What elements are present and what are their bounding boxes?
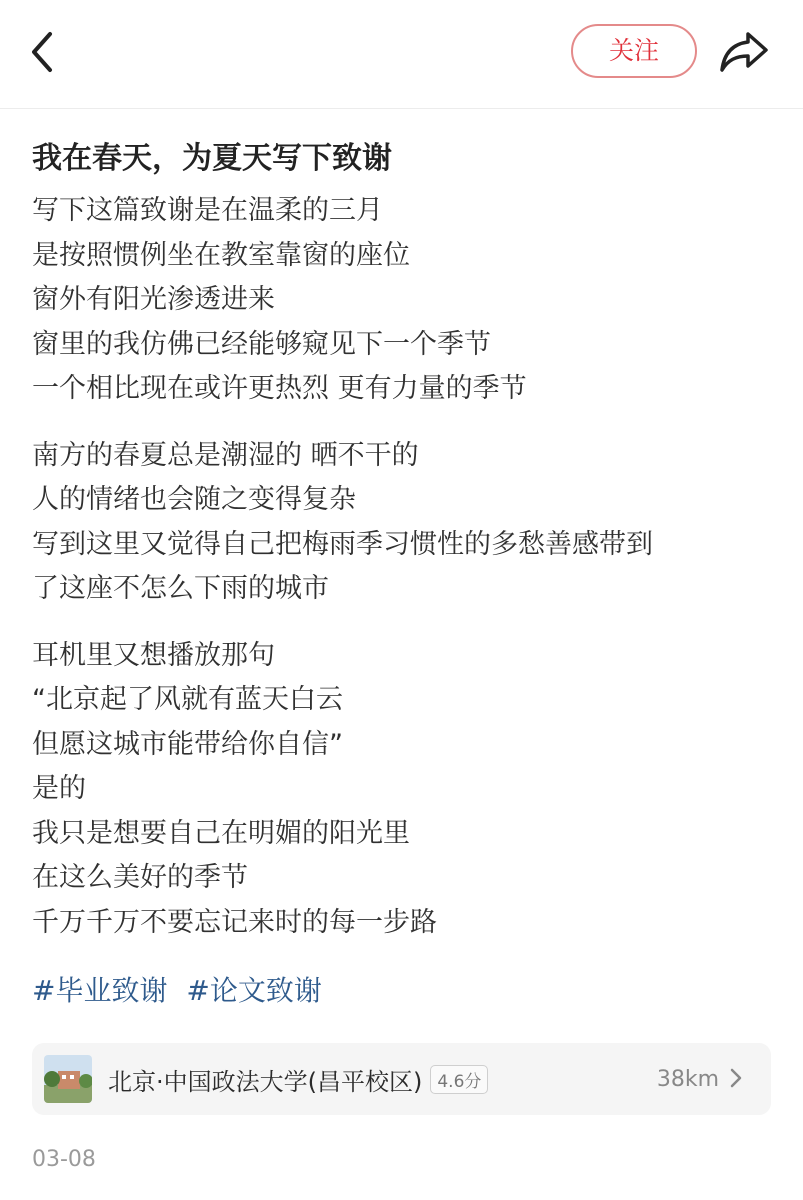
share-icon (716, 26, 772, 76)
location-rating-badge: 4.6分 (430, 1065, 488, 1094)
back-arrow-icon (22, 28, 66, 76)
location-photo-icon (44, 1055, 92, 1103)
text-line: 写到这里又觉得自己把梅雨季习惯性的多愁善感带到 (32, 528, 653, 560)
text-line: 人的情绪也会随之变得复杂 (32, 484, 356, 515)
post-paragraph-3 (32, 634, 771, 946)
tag-list (32, 971, 771, 1011)
post-paragraph-2 (32, 434, 771, 612)
location-distance: 38km (656, 1066, 719, 1092)
top-bar (0, 0, 803, 109)
text-line: 耳机里又想播放那句 (32, 639, 275, 671)
text-line: 了这座不怎么下雨的城市 (32, 573, 329, 604)
text-line: 是按照惯例坐在教室靠窗的座位 (32, 239, 410, 271)
text-line: 窗里的我仿佛已经能够窥见下一个季节 (32, 328, 491, 360)
text-line: 我只是想要自己在明媚的阳光里 (32, 817, 410, 849)
location-card[interactable] (32, 1043, 771, 1115)
text-line: 但愿这城市能带给你自信” (32, 728, 343, 760)
text-line: 千万千万不要忘记来时的每一步路 (32, 906, 437, 938)
text-line: 一个相比现在或许更热烈 更有力量的季节 (32, 373, 527, 404)
text-line: 写下这篇致谢是在温柔的三月 (32, 195, 383, 226)
tag-thesis-thanks[interactable]: #论文致谢 (186, 974, 322, 1007)
text-line: “北京起了风就有蓝天白云 (32, 684, 343, 715)
post-paragraph-1 (32, 189, 771, 412)
text-line: 南方的春夏总是潮湿的 晒不干的 (32, 439, 419, 471)
chevron-right-icon (729, 1067, 743, 1089)
post-content (0, 139, 803, 1172)
text-line: 是的 (32, 773, 86, 804)
post-title: 我在春天，为夏天写下致谢 (32, 141, 392, 176)
text-line: 窗外有阳光渗透进来 (32, 284, 275, 315)
post-date: 03-08 (32, 1147, 96, 1172)
back-button[interactable] (22, 28, 66, 76)
follow-button[interactable]: 关注 (571, 24, 697, 78)
share-button[interactable] (716, 26, 772, 76)
tag-graduation-thanks[interactable]: #毕业致谢 (32, 974, 168, 1007)
text-line: 在这么美好的季节 (32, 862, 248, 893)
location-name: 北京·中国政法大学(昌平校区) (108, 1067, 423, 1096)
